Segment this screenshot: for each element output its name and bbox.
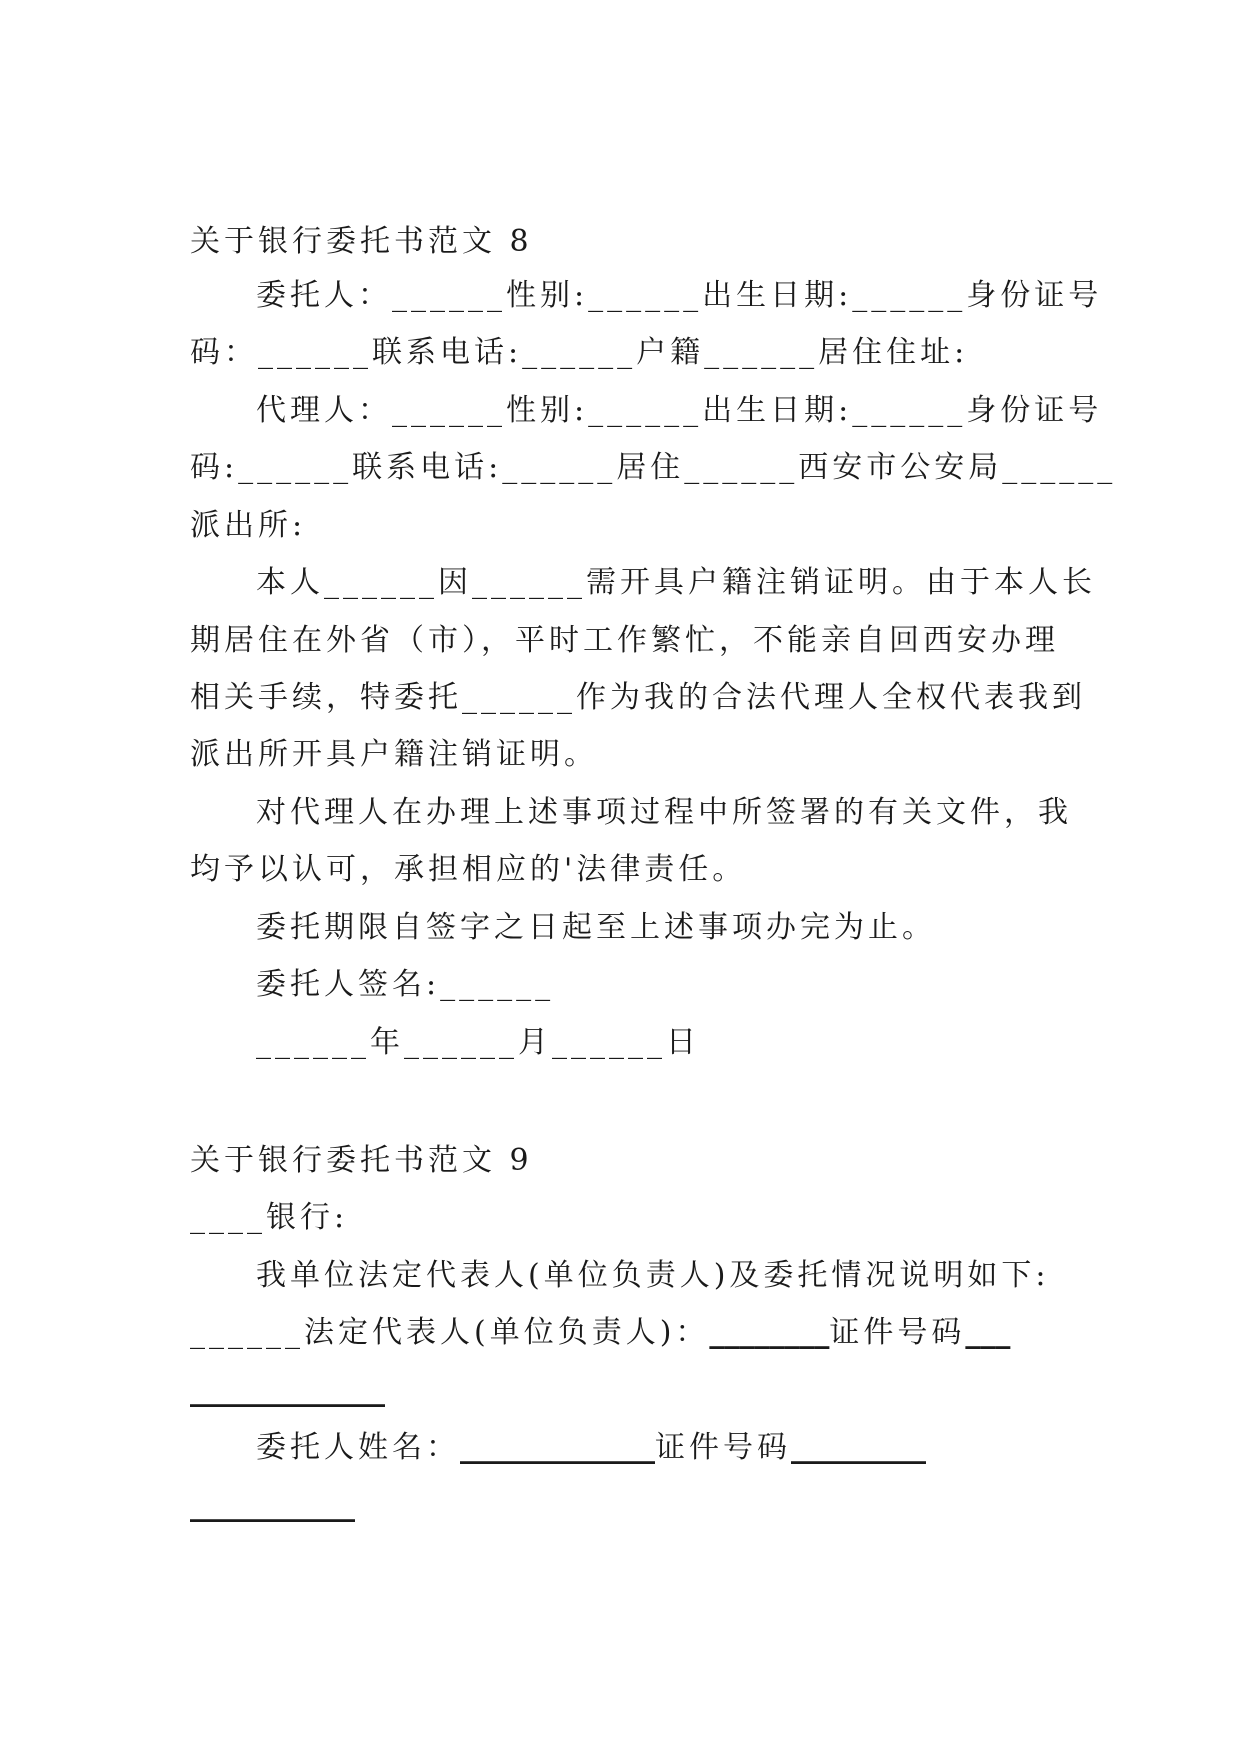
bank-line: ____银行: (190, 1200, 349, 1235)
term-paragraph: 委托期限自签字之日起至上述事项办完为止。 (256, 910, 936, 945)
agent-info-line-2: 码:______联系电话:______居住______西安市公安局______ (190, 450, 1117, 485)
legal-rep-id-label: 证件号码 (829, 1315, 966, 1350)
agent-name-blank: _____________ (460, 1430, 655, 1465)
body-paragraph-2-line-2: 均予以认可，承担相应的'法律责任。 (190, 852, 747, 887)
body-paragraph-1-line-3: 相关手续，特委托______作为我的合法代理人全权代表我到 (190, 680, 1086, 715)
body-paragraph-1-line-4: 派出所开具户籍注销证明。 (190, 737, 598, 772)
legal-rep-line (190, 1313, 1010, 1353)
legal-rep-prefix: ______法定代表人(单位负责人)： (190, 1315, 710, 1350)
body-paragraph-1-line-1: 本人______因______需开具户籍注销证明。由于本人长 (256, 565, 1096, 600)
agent-id-continuation (190, 1486, 355, 1526)
agent-id-blank-continued: ___________ (190, 1488, 355, 1523)
body-paragraph-2-line-1: 对代理人在办理上述事项过程中所签署的有关文件，我 (256, 795, 1072, 830)
legal-rep-id-blank-continued: _____________ (190, 1373, 385, 1408)
legal-rep-id-continuation (190, 1371, 385, 1411)
date-line: ______年______月______日 (256, 1025, 700, 1060)
section-8-title: 关于银行委托书范文 8 (190, 224, 533, 259)
agent-id-label: 证件号码 (655, 1430, 791, 1465)
principal-info-line-1: 委托人：______性别:______出生日期:______身份证号 (256, 278, 1103, 313)
legal-rep-name-blank: ________ (709, 1315, 830, 1350)
signature-line: 委托人签名:______ (256, 967, 555, 1002)
agent-name-label: 委托人姓名： (256, 1430, 460, 1465)
intro-line: 我单位法定代表人(单位负责人)及委托情况说明如下: (256, 1258, 1050, 1293)
agent-info-line-3: 派出所: (190, 508, 307, 543)
body-paragraph-1-line-2: 期居住在外省（市），平时工作繁忙，不能亲自回西安办理 (190, 623, 1059, 658)
section-9-title: 关于银行委托书范文 9 (190, 1143, 533, 1178)
principal-info-line-2: 码：______联系电话:______户籍______居住住址: (190, 335, 969, 370)
agent-info-line-1: 代理人：______性别:______出生日期:______身份证号 (256, 393, 1103, 428)
legal-rep-id-blank: ___ (965, 1315, 1011, 1350)
agent-name-line (256, 1428, 926, 1468)
agent-id-blank: _________ (791, 1430, 926, 1465)
